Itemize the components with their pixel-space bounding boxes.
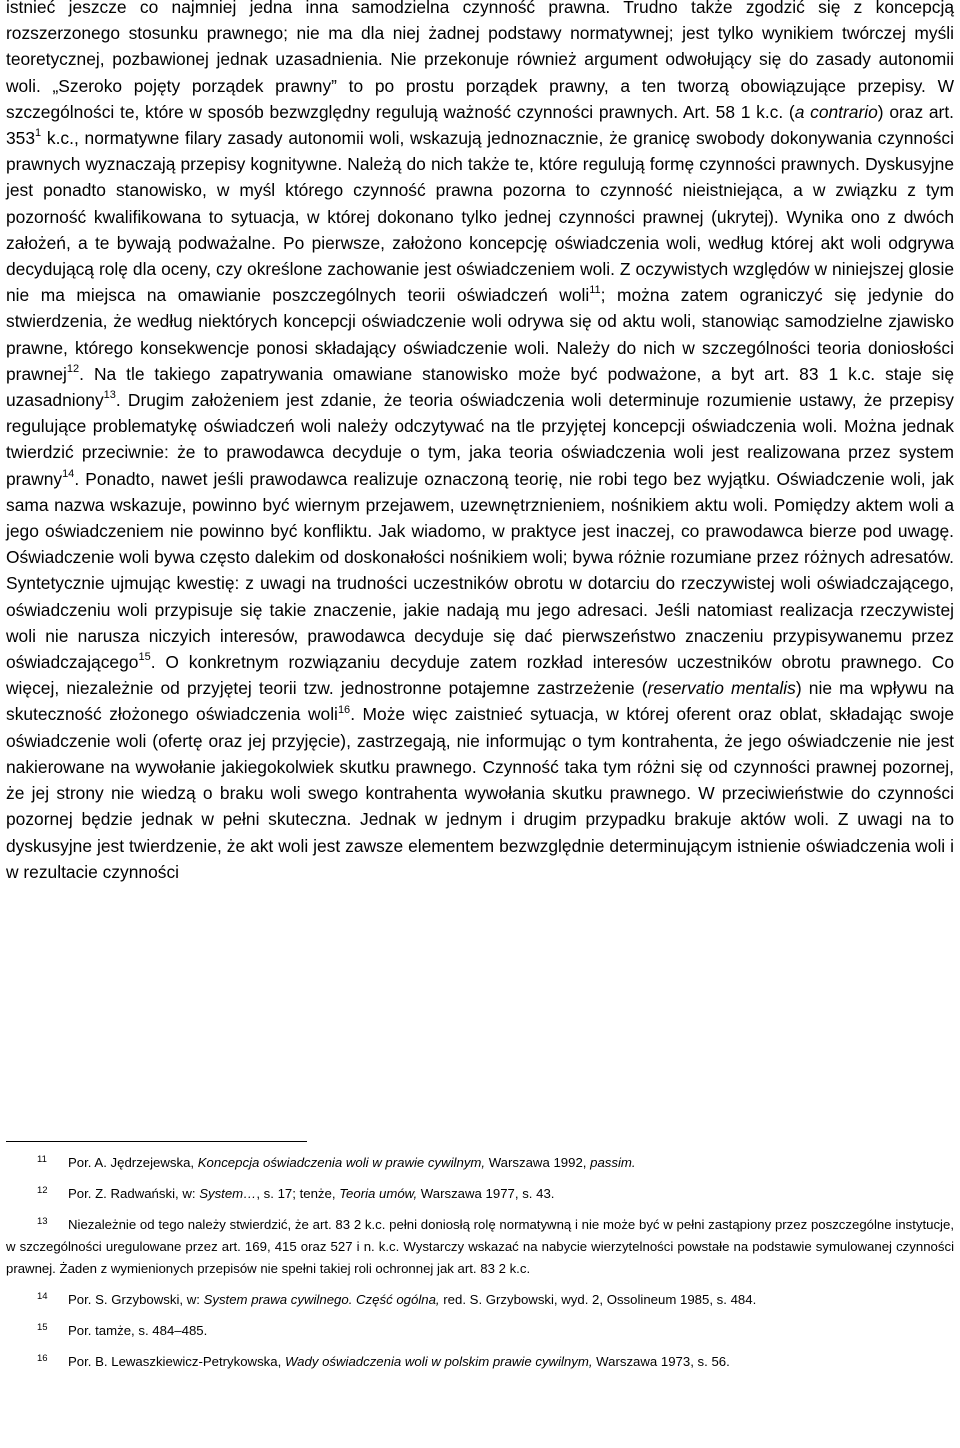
superscript: 1	[35, 127, 42, 140]
footnote-ref[interactable]: 13	[103, 389, 116, 402]
footnote-gap	[6, 1342, 954, 1351]
footnote-text-run: System prawa cywilnego. Część ogólna,	[203, 1292, 440, 1307]
footnotes-section	[6, 1152, 954, 1373]
body-text-run: . Na tle takiego zapatrywania omawiane stanowisko może być podważone, a byt art. 83	[79, 363, 829, 384]
footnote-text-run: 2 k.c. pełni doniosłą rolę normatywną i nie może być w pełni zastąpiony przez poszczególne instytucje, w szczególności uregulowane przez art. 169, 415 oraz 527 i n. k.c. Wystarczy wskazać na nabycie wierzytelności powstałe na podstawie symulowanej czynności prawnej. Żaden z wymienionych przepisów nie spełni takiej roli ochronnej jak art. 83	[6, 1217, 954, 1276]
footnote-gap	[6, 1280, 954, 1289]
footnote-15: 15 Por. tamże, s. 484–485.	[37, 1322, 208, 1338]
footnote-ref[interactable]: 14	[62, 467, 75, 480]
footnote-text-run: passim.	[590, 1155, 636, 1170]
body-text-run: a contrario	[794, 101, 878, 122]
footnote-text-run: red. S. Grzybowski, wyd. 2, Ossolineum 1985, s. 484.	[439, 1292, 757, 1307]
body-text-run: . Ponadto, nawet jeśli prawodawca realizuje oznaczoną teorię, nie robi tego bez wyjątku. Oświadczenie woli, jak sama nazwa wskazuje, powinno być wiernym przejawem, uzewnętrznieniem, nośnikiem aktu woli. Pomiędzy aktem woli a jego oświadczeniem nie powinno być konfliktu. Jak wiadomo, w praktyce jest inaczej, co prawodawca bierze pod uwagę. Oświadczenie woli bywa często dalekim od doskonałości nośnikiem woli; bywa różnie rozumiane przez różnych adresatów. Syntetycznie ujmując kwestię: z uwagi na trudności uczestników obrotu w dotarciu do rzeczywistej woli oświadczającego, oświadczeniu woli przypisuje się takie znaczenie, jakie nadają mu jego adresaci. Jeśli natomiast realizacja rzeczywistej woli nie narusza niczyich interesów, prawodawca decyduje się dać pierwszeństwo znaczeniu przypisywanemu przez oświadczającego	[6, 468, 954, 673]
footnote-text-run: Por. tamże, s. 484–485.	[68, 1323, 208, 1338]
footnote-ref[interactable]: 11	[589, 284, 601, 297]
body-text-run: k.c., normatywne filary zasady autonomii woli, wskazują jednoznacznie, że granicę swobody dokonywania czynności prawnych wyznaczają przepisy kognitywne. Należą do nich także te, które regulują formę czynności prawnych. Dyskusyjne jest ponadto stanowisko, w myśl którego czynność prawna pozorna to czynność nieistniejąca, a w związku z tym pozorność kwalifikowana to sytuacja, w której dokonano tylko jednej czynności prawnej (ukrytej). Wynika ono z dwóch założeń, a te bywają podważalne. Po pierwsze, założono koncepcję oświadczenia woli, według której akt woli odgrywa decydującą rolę dla oceny, czy określone zachowanie jest oświadczeniem woli. Z oczywistych względów w niniejszej glosie nie ma miejsca na omawianie poszczególnych teorii oświadczeń woli	[6, 128, 954, 306]
footnote-11: 11 Por. A. Jędrzejewska, Koncepcja oświadczenia woli w prawie cywilnym, Warszawa 1992, passim.	[37, 1154, 636, 1170]
footnote-text-run: Warszawa 1977, s. 43.	[417, 1186, 555, 1201]
body-text-run: reservatio mentalis	[647, 678, 796, 699]
footnote-ref[interactable]: 15	[138, 651, 151, 664]
footnote-text-run: Por. B. Lewaszkiewicz-Petrykowska,	[68, 1354, 285, 1369]
footnote-16: 16 Por. B. Lewaszkiewicz-Petrykowska, Wady oświadczenia woli w polskim prawie cywilnym, Warszawa 1973, s. 56.	[37, 1353, 730, 1369]
footnote-text-run: Por. A. Jędrzejewska,	[68, 1155, 198, 1170]
footnote-text-run: Teoria umów,	[339, 1186, 418, 1201]
footnote-gap	[6, 1205, 954, 1214]
body-text-run: istnieć jeszcze co najmniej jedna inna samodzielna czynność prawna. Trudno także zgodzić się z koncepcją rozszerzonego stosunku prawnego; nie ma dla niej żadnej podstawy normatywnej; jest tylko wynikiem twórczej myśli teoretycznej, pozbawionej jednak uzasadnienia. Nie przekonuje również argument odwołujący się do zasady autonomii woli. „Szeroko pojęty porządek prawny” to po prostu porządek prawny, a ten tworzą obowiązujące przepisy. W szczególności te, które w sposób bezwzględny regulują ważność czynności prawnych. Art. 58	[6, 0, 954, 122]
footnote-text-run: Warszawa 1973, s. 56.	[592, 1354, 730, 1369]
footnote-ref[interactable]: 12	[66, 363, 80, 376]
footnote-gap	[6, 1311, 954, 1320]
body-text-run: ; można zatem ograniczyć się jedynie do stwierdzenia, że według niektórych koncepcji oświadczenie woli odrywa się od aktu woli, stanowiąc samodzielne zjawisko prawne, którego konsekwencje ponosi składający oświadczenie woli. Należy do nich w szczególności teoria doniosłości prawnej	[6, 285, 955, 384]
footnote-12: 12 Por. Z. Radwański, w: System…, s. 17; tenże, Teoria umów, Warszawa 1977, s. 43.	[37, 1185, 555, 1201]
footnote-text-run: Warszawa 1992,	[485, 1155, 591, 1170]
footnote-13: 13 Niezależnie od tego należy stwierdzić, że art. 83 2 k.c. pełni doniosłą rolę normatywną i nie może być w pełni zastąpiony przez poszczególne instytucje, w szczególności uregulowane przez art. 169, 415 oraz 527 i n. k.c. Wystarczy wskazać na nabycie wierzytelności powstałe na podstawie symulowanej czynności prawnej. Żaden z wymienionych przepisów nie spełni takiej roli ochronnej jak art. 83 2 k.c.	[6, 1216, 954, 1276]
footnote-text-run: Por. Z. Radwański, w:	[68, 1186, 200, 1201]
footnote-ref[interactable]: 16	[337, 703, 351, 716]
footnote-text-run: Wady oświadczenia woli w polskim prawie cywilnym,	[284, 1354, 593, 1369]
footnote-text-run: Koncepcja oświadczenia woli w prawie cywilnym,	[197, 1155, 486, 1170]
body-text-run: . Może więc zaistnieć sytuacja, w której oferent oraz oblat, składając swoje oświadczenie woli (ofertę oraz jej przyjęcie), zastrzegają, nie informując o tym kontrahenta, że jego oświadczenie nie jest nakierowane na wywołanie jakiegokolwiek skutku prawnego. Czynność taka tym różni się od czynności prawnej pozornej, że jej strony nie wiedzą o braku woli swego kontrahenta wywołania skutku prawnego. W przeciwieństwie do czynności pozornej będzie jednak w pełni skuteczna. Jednak w jednym i drugim przypadku brakuje aktów woli. Z uwagi na to dyskusyjne jest twierdzenie, że akt woli jest zawsze elementem bezwzględnie determinującym istnienie oświadczenia woli i w rezultacie czynności	[6, 704, 954, 882]
footnote-text-run: System…	[199, 1186, 257, 1201]
footnote-separator	[6, 1141, 307, 1142]
body-text-run: . Drugim założeniem jest zdanie, że teoria oświadczenia woli determinuje rozumienie ustawy, że przepisy regulujące problematykę oświadczeń woli należy odczytywać na tle przyjętej koncepcji oświadczenia woli. Można jednak twierdzić przeciwnie: że to prawodawca decyduje o tym, jaka teoria oświadczenia woli jest realizowana przez system prawny	[6, 390, 954, 489]
footnote-text-run: Por. S. Grzybowski, w:	[68, 1292, 204, 1307]
body-text-run: ) nie ma wpływu na skuteczność złożonego oświadczenia woli	[6, 678, 954, 725]
body-paragraph	[6, 0, 954, 885]
body-text-run: . O konkretnym rozwiązaniu decyduje zatem rozkład interesów uczestników obrotu prawnego. Co więcej, niezależnie od przyjętej teorii tzw. jednostronne potajemne zastrzeżenie (	[6, 652, 954, 699]
body-text-run: 1 k.c. (	[740, 101, 795, 122]
footnote-text-run: 2 k.c.	[498, 1261, 531, 1276]
body-text-run: 1 k.c. staje się uzasadniony	[6, 363, 954, 411]
footnote-text-run: , s. 17; tenże,	[256, 1186, 340, 1201]
footnote-gap	[6, 1174, 954, 1183]
footnote-14: 14 Por. S. Grzybowski, w: System prawa cywilnego. Część ogólna, red. S. Grzybowski, wyd. 2, Ossolineum 1985, s. 484.	[37, 1291, 757, 1307]
body-text-run: ) oraz art. 353	[6, 101, 954, 149]
footnote-text-run: Niezależnie od tego należy stwierdzić, że art. 83	[68, 1217, 354, 1232]
